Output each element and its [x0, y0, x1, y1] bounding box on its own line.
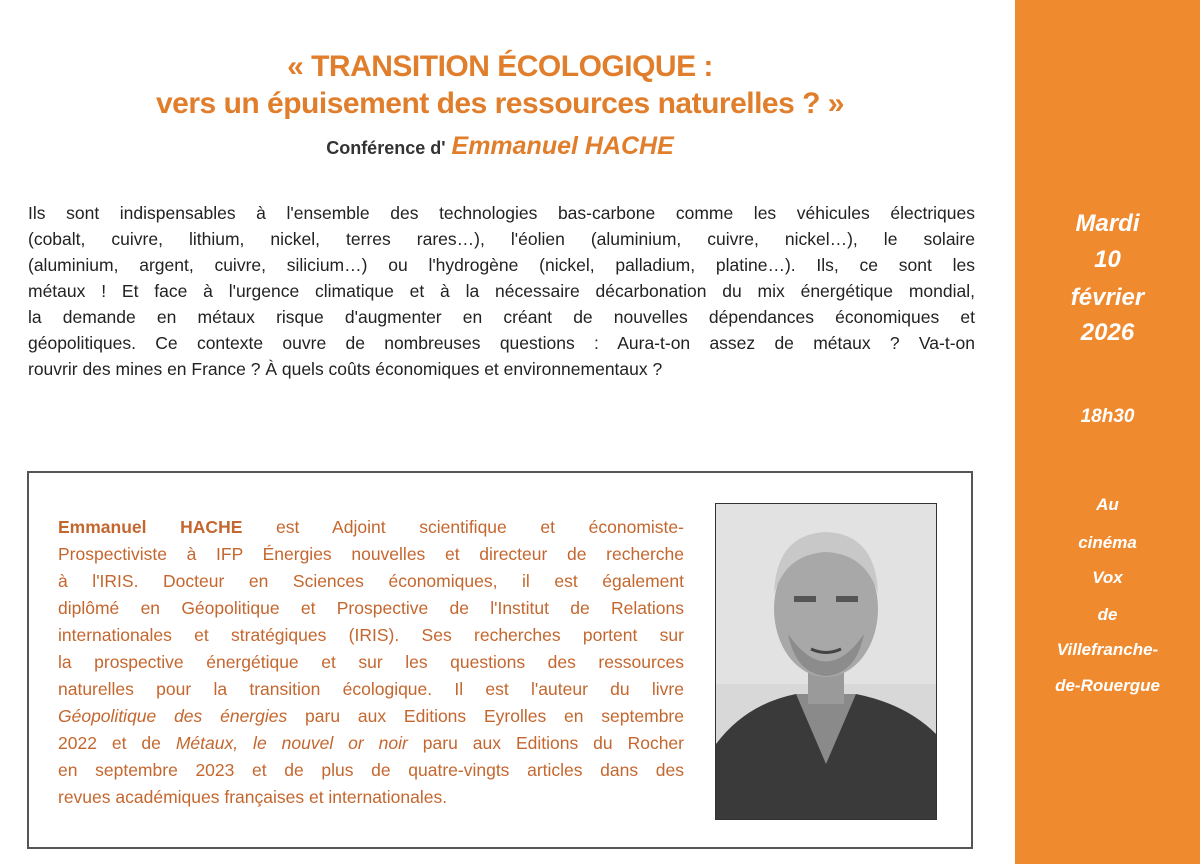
bio-line: en septembre 2023 et de plus de quatre-vingts articles dans des	[58, 760, 684, 780]
intro-line: métaux ! Et face à l'urgence climatique et à la nécessaire décarbonation du mix énergétique mondial,	[28, 281, 975, 301]
bio-line	[58, 730, 684, 757]
venue-line: Villefranche-	[1056, 640, 1159, 659]
event-sidebar	[1015, 0, 1200, 864]
bio-text: 2022 et de	[58, 733, 176, 753]
bio-line: la prospective énergétique et sur les questions des ressources	[58, 652, 684, 672]
bio-paragraph	[58, 514, 684, 811]
venue-line: de	[1097, 605, 1118, 624]
intro-line: rouvrir des mines en France ? À quels coûts économiques et environnementaux ?	[28, 359, 663, 379]
event-month: février	[1070, 284, 1145, 311]
subtitle-label: Conférence d'	[326, 138, 446, 158]
book-title: Métaux, le nouvel or noir	[175, 733, 408, 753]
bio-line	[58, 703, 684, 730]
bio-name: Emmanuel HACHE	[58, 517, 243, 537]
bio-line: revues académiques françaises et internationales.	[58, 787, 448, 807]
bio-text: paru aux Editions Eyrolles en septembre	[287, 706, 684, 726]
intro-line: Ils sont indispensables à l'ensemble des technologies bas-carbone comme les véhicules électriques	[28, 203, 975, 223]
venue-line: Au	[1096, 495, 1119, 514]
venue-line: Vox	[1092, 568, 1123, 587]
venue-line: de-Rouergue	[1055, 676, 1160, 695]
title-line-2: vers un épuisement des ressources naturelles ? »	[156, 87, 844, 120]
intro-line: (cobalt, cuivre, lithium, nickel, terres rares…), l'éolien (aluminium, cuivre, nickel…), le solaire	[28, 229, 975, 249]
bio-line: naturelles pour la transition écologique. Il est l'auteur du livre	[58, 679, 684, 699]
bio-text: paru aux Editions du Rocher	[407, 733, 684, 753]
event-time: 18h30	[1080, 406, 1135, 427]
bio-text: est Adjoint scientifique et économiste-	[242, 517, 684, 537]
event-day: Mardi	[1075, 210, 1140, 237]
intro-paragraph	[28, 200, 975, 382]
title-line-1: « TRANSITION ÉCOLOGIQUE :	[287, 50, 713, 83]
venue-line: cinéma	[1078, 533, 1137, 552]
intro-line: géopolitiques. Ce contexte ouvre de nombreuses questions : Aura-t-on assez de métaux ? Va-t-on	[28, 333, 975, 353]
event-date: 10	[1094, 246, 1121, 273]
bio-line: diplômé en Géopolitique et Prospective de l'Institut de Relations	[58, 598, 684, 618]
intro-line: la demande en métaux risque d'augmenter en créant de nouvelles dépendances économiques et	[28, 307, 975, 327]
bio-line: internationales et stratégiques (IRIS). Ses recherches portent sur	[58, 625, 684, 645]
book-title: Géopolitique des énergies	[58, 706, 288, 726]
intro-line: (aluminium, argent, cuivre, silicium…) ou l'hydrogène (nickel, palladium, platine…). Ils, ce sont les	[28, 255, 975, 275]
bio-line	[58, 514, 684, 541]
event-year: 2026	[1080, 319, 1135, 346]
subtitle	[0, 132, 1000, 161]
bio-line: à l'IRIS. Docteur en Sciences économiques, il est également	[58, 571, 684, 591]
speaker-photo	[715, 503, 937, 820]
speaker-name: Emmanuel HACHE	[451, 132, 674, 160]
bio-line: Prospectiviste à IFP Énergies nouvelles et directeur de recherche	[58, 544, 684, 564]
